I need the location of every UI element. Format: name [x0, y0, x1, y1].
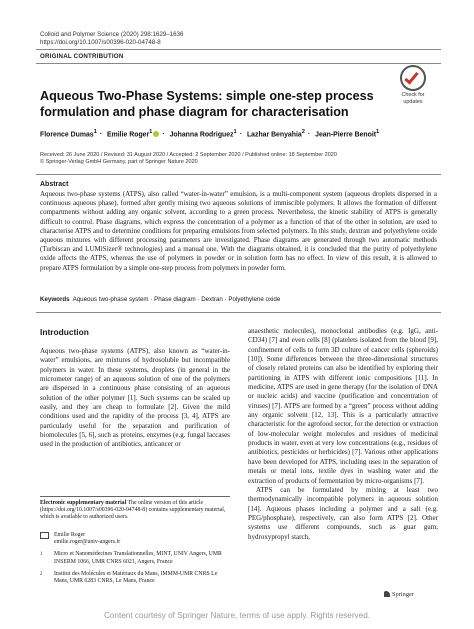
author-affiliation: 1 [376, 129, 380, 135]
right-column [248, 327, 438, 542]
affiliation-marker: 1 [40, 552, 43, 558]
abstract-rule [36, 174, 441, 175]
author-name[interactable]: Jean-Pierre Benoit [315, 131, 377, 139]
affiliation-1: Micro et Nanomédecines Translationnelles, MINT, UNIV Angers, UMR INSERM 1066, UMR CNRS 6021, Angers, France [54, 551, 222, 565]
publisher-logo [384, 591, 414, 598]
keywords-text: Aqueous two-phase system · Phase diagram · Dextran · Polyethylene oxide [72, 296, 281, 303]
badge-rule [36, 63, 441, 64]
keywords-label: Keywords [40, 296, 70, 303]
header-rule [36, 49, 441, 50]
author-name[interactable]: Florence Dumas [40, 131, 94, 139]
author-list: Florence Dumas$^1$ · Emilie Roger$^1$ · Johanna Rodriguez$^1$ · Lazhar Benyahia$^2$ · Jean-Pierre Benoit$^1$ [40, 129, 380, 139]
corresponding-email[interactable]: emilie.roger@univ-angers.fr [54, 539, 121, 546]
affiliation-marker: 2 [40, 571, 43, 577]
esm-rule [40, 496, 230, 497]
author-affiliation: 1 [93, 129, 97, 135]
article-type-badge: ORIGINAL CONTRIBUTION [40, 53, 124, 60]
author-name[interactable]: Emilie Roger [107, 131, 150, 139]
author-affiliation: 1 [149, 129, 153, 135]
check-updates-label-2: updates [403, 99, 423, 105]
author-name[interactable]: Lazhar Benyahia [246, 131, 302, 139]
left-column [40, 347, 230, 450]
journal-name: Colloid and Polymer Science (2020) 298:1629–1636 [40, 31, 184, 38]
abstract-text: Aqueous two-phase systems (ATPS), also called “water-in-water” emulsion, is a multi-component system (aqueous droplets dispersed in a continuous aqueous phase), formed after gently mixing two aqueous solutions of immiscible polymers. It allows the formation of different compartments without adding any organic solvent, according to a green process. Nevertheless, the kinetic stability of ATPS is generally difficult to control. Phase diagrams, which express the concentration of a polymer as a function of that of the other in solution, are used to characterise ATPS and to determine conditions for preparing emulsions from selected polymers. In this study, dextran and polyethylene oxide aqueous mixtures with different processing parameters are investigated. Phase diagrams are generated through two automatic methods (Turbiscan and LUMiSizer® technologies) and a manual one. With the diagrams obtained, it is concluded that the purity of polyethylene oxide affects the ATPS, whereas the use of polymers in powder or in solution form has no effect. In view of this result, it is allowed to prepare ATPS formulation by a simple one-step process from polymers in powder form. [40, 190, 437, 272]
footnotes [40, 532, 230, 590]
publisher-name: Springer [392, 591, 415, 598]
courtesy-watermark: Content courtesy of Springer Nature, terms of use apply. Rights reserved. [103, 611, 371, 620]
intro-paragraph: Aqueous two-phase systems (ATPS), also known as “water-in-water” emulsions, are mixtures of hydrosoluble but incompatible polymers in water. In these systems, droplets (in general in the micrometer range) of an aqueous solution of one of the polymers are dispersed in a continuous phase consisting of an aqueous solution of the other polymer [1]. Such systems can be scaled up easily, and they are cheap to formulate [2]. Given the mild conditions used and the rapidity of the process [3, 4], ATPS are particularly useful for the separation and purification of biomolecules [5, 6], such as proteins, enzymes (e.g. fungal laccases used in the production of antibiotics, anticancer or [40, 347, 230, 449]
doi-link[interactable]: https://doi.org/10.1007/s00396-020-04748-8 [40, 39, 161, 46]
article-title: Aqueous Two-Phase Systems: simple one-step process formulation and phase diagram for characterisation [40, 89, 374, 119]
mail-icon[interactable] [40, 532, 49, 539]
author-affiliation: 2 [301, 129, 305, 135]
esm-text[interactable]: The online version of this article (https://doi.org/10.1007/s00396-020-04748-8) contains supplementary material, which is available to authorized users. [40, 500, 226, 521]
keywords [40, 296, 440, 303]
abstract-heading: Abstract [40, 181, 69, 188]
corresponding-author: Emilie Roger [54, 532, 86, 538]
introduction-heading: Introduction [40, 327, 89, 337]
affiliation-2: Institut des Molécules et Matériaux du Mans, IMMM-UMR CNRS Le Mans, UMR 6283 CNRS, Le Mans, France [54, 570, 218, 585]
check-for-updates-button[interactable] [391, 65, 435, 105]
check-updates-icon [400, 65, 426, 91]
esm-label: Electronic supplementary material [40, 500, 127, 506]
springer-horse-icon [384, 591, 390, 597]
supplementary-note [40, 496, 230, 522]
copyright-line: © Springer-Verlag GmbH Germany, part of Springer Nature 2020 [40, 159, 198, 165]
article-dates: Received: 26 June 2020 / Revised: 31 August 2020 / Accepted: 2 September 2020 / Published online: 18 September 2020 [40, 152, 337, 158]
journal-citation [40, 31, 183, 47]
keywords-rule [36, 312, 441, 313]
article-history [40, 152, 337, 166]
author-affiliation: 1 [233, 129, 237, 135]
check-updates-label-1: Check for [401, 92, 425, 98]
intro-paragraph: anaesthetic molecules), monoclonal antibodies (e.g. IgG, anti-CD34) [7] and even cells [8] (platelets isolated from the blood [9], confinement of cells to form 3D culture of cancer cells (spheroids) [10]). Some differences between the three-dimensional structures of closely related proteins can also be identified by exploring their partitioning in ATPS with different ionic compositions [11]. In medicine, ATPS are used in gene therapy (for the isolation of DNA or nucleic acids) and vaccine (purification and concentration of viruses) [7]. ATPS are formed by a “green” process without adding any organic solvent [12, 13]. This is a particularly attractive characteristic for the agrofood sector, for the detection or extraction of low-molecular weight molecules and residues of medicinal products in water, even at very low concentrations (e.g., residues of antibiotics, pesticides or herbicides) [7]. Various other applications have been developed for ATPS, including uses in the separation of metals or metal ions, textile dyes in washing water and the extraction of products of fermentation by micro-organisms [7]. [248, 327, 438, 485]
intro-paragraph: ATPS can be formulated by mixing at least two thermodynamically incompatible polymers in aqueous solution [14]. Aqueous phases including a polymer and a salt (e.g. PEG/phosphate), respectively, can also form ATPS [2]. Other systems use different compounds, such as guar gum, hydroxypropyl starch, [248, 485, 438, 541]
author-name[interactable]: Johanna Rodriguez [169, 131, 234, 139]
